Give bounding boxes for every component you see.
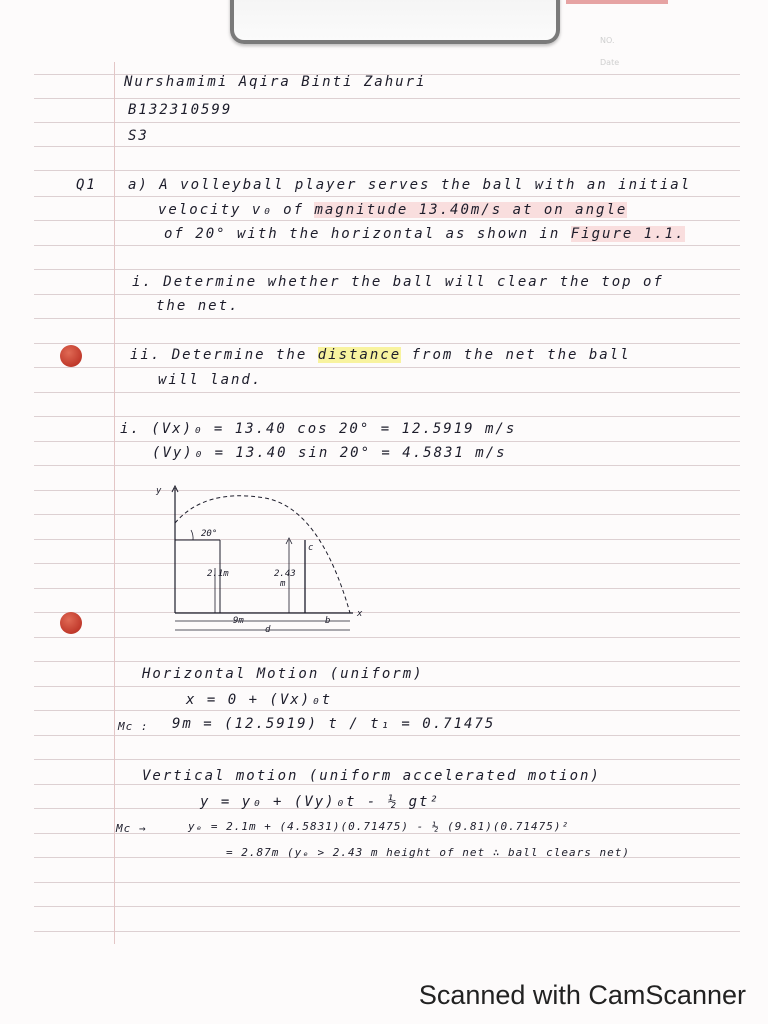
ruled-line	[34, 367, 740, 368]
vertical-eq-1: y = y₀ + (Vy)₀t - ½ gt²	[200, 794, 440, 810]
ruled-line	[34, 637, 740, 638]
dim-b-label: b	[325, 616, 331, 626]
question-line-2-start: velocity v₀ of	[158, 202, 315, 218]
ruled-line	[34, 686, 740, 687]
vx-equation: i. (Vx)₀ = 13.40 cos 20° = 12.5919 m/s	[120, 421, 517, 437]
ruled-line	[34, 906, 740, 907]
scanner-watermark: Scanned with CamScanner	[418, 980, 746, 1010]
ruled-line	[34, 563, 740, 564]
ruled-line	[34, 784, 740, 785]
ruled-line	[34, 735, 740, 736]
trajectory-diagram	[145, 478, 375, 638]
section: S3	[128, 128, 149, 144]
horizontal-title: Horizontal Motion (uniform)	[142, 666, 424, 682]
ruled-line	[34, 490, 740, 491]
net-height-unit: m	[280, 579, 286, 589]
ruled-line	[34, 514, 740, 515]
question-line-3	[164, 226, 685, 242]
ruled-line	[34, 318, 740, 319]
ruled-line	[34, 710, 740, 711]
ruled-line	[34, 882, 740, 883]
question-number: Q1	[76, 177, 97, 193]
binder-hole	[60, 345, 82, 367]
date-label: Date	[600, 58, 620, 67]
ruled-line	[34, 416, 740, 417]
dim-d-label: d	[265, 625, 271, 635]
part-ii-highlight: distance	[317, 347, 402, 363]
part-i-line-2: the net.	[156, 298, 240, 314]
ruled-line	[34, 122, 740, 123]
ruled-line	[34, 146, 740, 147]
x-axis-label: x	[357, 609, 363, 619]
dim-9m-label: 9m	[233, 616, 244, 626]
part-ii-line-1-start: ii. Determine the	[130, 347, 318, 363]
ruled-line	[34, 98, 740, 99]
ruled-line	[34, 170, 740, 171]
part-ii-line-1-end: from the net the ball	[401, 347, 631, 363]
ruled-line	[34, 588, 740, 589]
part-i-line-1: i. Determine whether the ball will clear the top of	[132, 274, 664, 290]
ruled-line	[34, 269, 740, 270]
horizontal-mc-label: Mc :	[118, 720, 149, 733]
ruled-line	[34, 220, 740, 221]
vy-equation: (Vy)₀ = 13.40 sin 20° = 4.5831 m/s	[152, 445, 507, 461]
no-label: NO.	[600, 36, 615, 45]
ruled-line	[34, 294, 740, 295]
ruled-line	[34, 539, 740, 540]
part-ii-line-1	[130, 347, 631, 363]
net-height-label: 2.43	[274, 569, 296, 579]
trajectory-curve	[175, 496, 350, 613]
student-name: Nurshamimi Aqira Binti Zahuri	[124, 74, 427, 90]
ruled-line	[34, 196, 740, 197]
ruled-line	[34, 343, 740, 344]
angle-label: 20°	[201, 529, 218, 539]
point-c-label: c	[308, 543, 314, 553]
ruled-line	[34, 931, 740, 932]
part-ii-line-2: will land.	[158, 372, 263, 388]
question-line-3-start: of 20° with the horizontal as shown in	[164, 226, 571, 242]
vertical-mc-label: Mc →	[116, 822, 147, 835]
margin-line	[114, 62, 115, 944]
vertical-title: Vertical motion (uniform accelerated motion)	[142, 768, 601, 784]
question-line-3-highlight: Figure 1.1.	[570, 226, 686, 242]
horizontal-eq-1: x = 0 + (Vx)₀t	[186, 692, 333, 708]
ruled-line	[34, 441, 740, 442]
ruled-line	[34, 392, 740, 393]
ruled-line	[34, 661, 740, 662]
ruled-line	[34, 465, 740, 466]
launch-height-label: 2.1m	[207, 569, 229, 579]
clipboard-clip	[230, 0, 560, 44]
vertical-eq-2: yₑ = 2.1m + (4.5831)(0.71475) - ½ (9.81)(0.71475)²	[188, 820, 570, 833]
horizontal-eq-2: 9m = (12.5919) t / t₁ = 0.71475	[172, 716, 496, 732]
red-tab-strip	[566, 0, 668, 4]
y-axis-label: y	[156, 486, 162, 496]
ruled-line	[34, 759, 740, 760]
student-id: B132310599	[128, 102, 233, 118]
binder-hole	[60, 612, 82, 634]
vertical-eq-3: = 2.87m (yₑ > 2.43 m height of net ∴ ball clears net)	[226, 846, 630, 859]
question-line-2-highlight: magnitude 13.40m/s at on angle	[314, 202, 628, 218]
ruled-line	[34, 245, 740, 246]
question-line-1: a) A volleyball player serves the ball with an initial	[128, 177, 692, 193]
question-line-2	[158, 202, 627, 218]
ruled-line	[34, 612, 740, 613]
angle-arc	[191, 530, 193, 540]
